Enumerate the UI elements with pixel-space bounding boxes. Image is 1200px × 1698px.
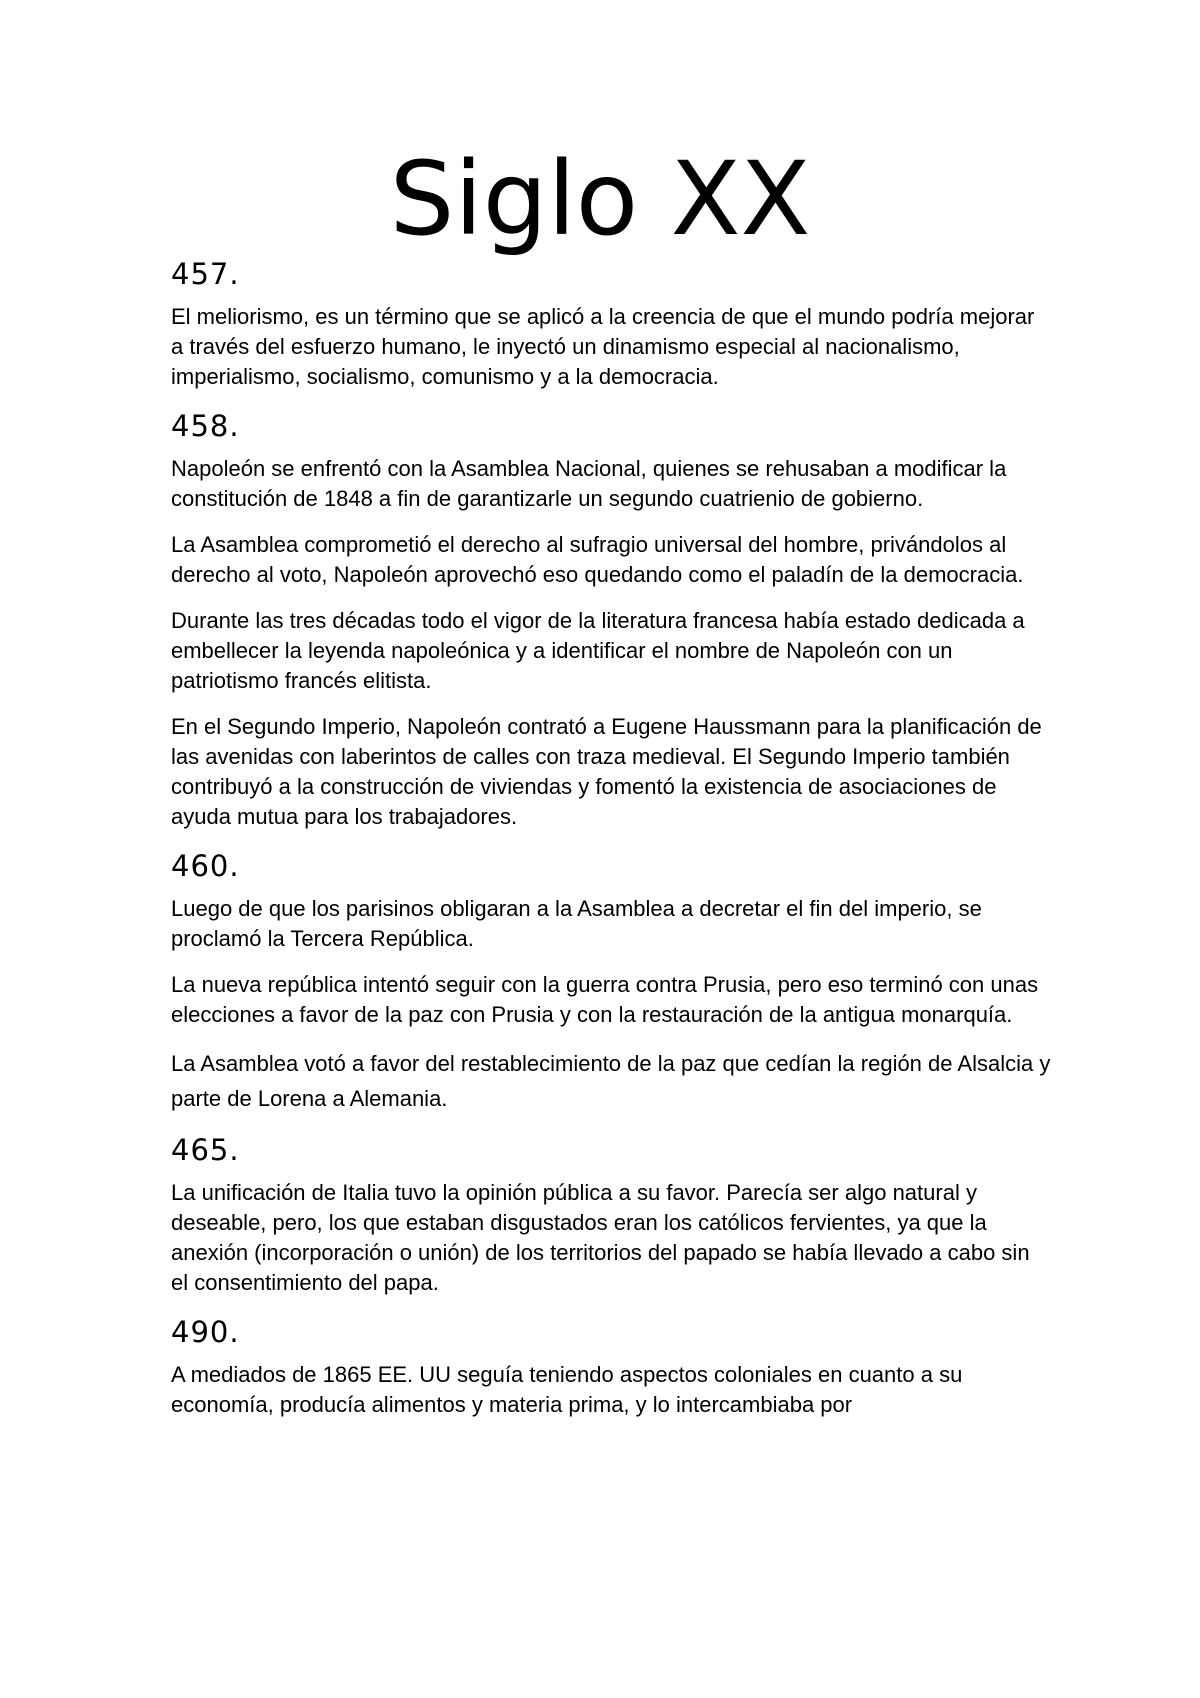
paragraph: La unificación de Italia tuvo la opinión pública a su favor. Parecía ser algo natural y deseable, pero, los que estaban disgustados eran los católicos fervientes, ya que la anexión (incorporación o unión) de los territorios del papado se había llevado a cabo sin el consentimiento del papa. <box>171 1180 1030 1295</box>
section-460 <box>171 848 1051 1116</box>
paragraph: Luego de que los parisinos obligaran a la Asamblea a decretar el fin del imperio, se proclamó la Tercera República. <box>171 896 982 951</box>
section-number: 457. <box>171 257 240 291</box>
section-490 <box>171 1314 1051 1420</box>
section-457 <box>171 256 1051 392</box>
paragraph: En el Segundo Imperio, Napoleón contrató a Eugene Haussmann para la planificación de las avenidas con laberintos de calles con traza medieval. El Segundo Imperio también contribuyó a la construcción de viviendas y fomentó la existencia de asociaciones de ayuda mutua para los trabajadores. <box>171 714 1042 829</box>
section-number: 458. <box>171 409 240 443</box>
section-number: 460. <box>171 849 240 883</box>
paragraph: La Asamblea votó a favor del restablecimiento de la paz que cedían la región de Alsalcia y parte de Lorena a Alemania. <box>171 1051 1051 1111</box>
paragraph: A mediados de 1865 EE. UU seguía teniendo aspectos coloniales en cuanto a su economía, producía alimentos y materia prima, y lo intercambiaba por <box>171 1362 963 1417</box>
section-465 <box>171 1132 1051 1298</box>
paragraph: La nueva república intentó seguir con la guerra contra Prusia, pero eso terminó con unas elecciones a favor de la paz con Prusia y con la restauración de la antigua monarquía. <box>171 972 1039 1027</box>
section-458 <box>171 408 1051 832</box>
paragraph: Durante las tres décadas todo el vigor de la literatura francesa había estado dedicada a embellecer la leyenda napoleónica y a identificar el nombre de Napoleón con un patriotismo francés elitista. <box>171 608 1025 693</box>
document-body <box>171 256 1051 1436</box>
paragraph: Napoleón se enfrentó con la Asamblea Nacional, quienes se rehusaban a modificar la constitución de 1848 a fin de garantizarle un segundo cuatrienio de gobierno. <box>171 456 1007 511</box>
document-title: Siglo XX <box>389 140 811 259</box>
paragraph: La Asamblea comprometió el derecho al sufragio universal del hombre, privándolos al derecho al voto, Napoleón aprovechó eso quedando como el paladín de la democracia. <box>171 532 1024 587</box>
section-number: 490. <box>171 1315 240 1349</box>
section-number: 465. <box>171 1133 240 1167</box>
paragraph: El meliorismo, es un término que se aplicó a la creencia de que el mundo podría mejorar a través del esfuerzo humano, le inyectó un dinamismo especial al nacionalismo, imperialismo, socialismo, comunismo y a la democracia. <box>171 304 1035 389</box>
